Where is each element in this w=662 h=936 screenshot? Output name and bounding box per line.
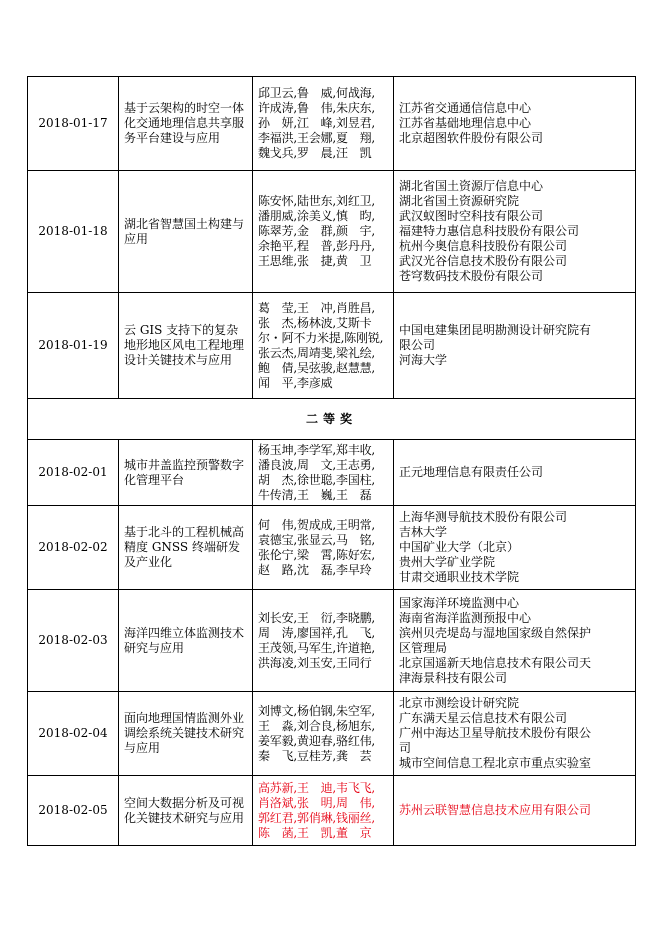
person-line: 刘长安,王 衍,李晓鹏,	[258, 610, 376, 625]
person-line: 尔・阿不力米提,陈刚锐,	[258, 330, 384, 345]
person-line: 邱卫云,鲁 威,何战海,	[258, 86, 376, 100]
person-line: 袁德宝,张显云,马 铭,	[258, 532, 376, 547]
person-line: 魏戈兵,罗 晨,汪 凯	[258, 146, 372, 160]
org-list	[394, 171, 636, 293]
person-line: 潘朋威,涂美义,慎 昀,	[258, 209, 376, 223]
people-list	[253, 692, 394, 776]
award-id: 2018-02-01	[28, 440, 119, 506]
table-row	[28, 692, 636, 776]
person-line: 洪海凌,刘玉安,王同行	[258, 655, 372, 670]
person-line: 鲍 倩,吴弦骏,赵慧慧,	[258, 360, 376, 375]
person-line: 杨玉坤,李学军,郑丰收,	[258, 442, 376, 457]
person-line: 张云杰,周靖斐,梁礼绘,	[258, 345, 376, 360]
project-title: 基于云架构的时空一体化交通地理信息共享服务平台建设与应用	[119, 77, 253, 171]
person-line: 高苏新,王 迪,韦飞飞,	[258, 780, 376, 795]
table-row	[28, 77, 636, 171]
person-line: 余艳平,程 普,彭丹丹,	[258, 239, 376, 253]
org-line: 广东满天星云信息技术有限公司	[399, 711, 568, 725]
org-list	[394, 440, 636, 506]
org-line: 北京国遥新天地信息技术有限公司天	[399, 655, 592, 670]
org-line: 上海华测导航技术股份有限公司	[399, 510, 568, 524]
award-id: 2018-02-05	[28, 776, 119, 846]
org-line: 中国矿业大学（北京）	[399, 540, 520, 554]
org-list	[394, 776, 636, 846]
org-line: 城市空间信息工程北京市重点实验室	[399, 756, 592, 770]
org-line: 苏州云联智慧信息技术应用有限公司	[399, 803, 592, 817]
people-list	[253, 440, 394, 506]
section-heading: 二等奖	[28, 399, 636, 440]
org-line: 湖北省国土资源厅信息中心	[399, 179, 544, 193]
people-list	[253, 590, 394, 692]
org-line: 北京超图软件股份有限公司	[399, 131, 544, 145]
person-line: 潘良波,周 文,王志勇,	[258, 457, 376, 472]
org-line: 福建特力惠信息科技股份有限公司	[399, 224, 580, 238]
org-line: 中国电建集团昆明勘测设计研究院有	[399, 323, 592, 337]
person-line: 许成涛,鲁 伟,朱庆东,	[258, 101, 376, 115]
org-line: 广州中海达卫星导航技术股份有限公	[399, 726, 592, 740]
org-line: 津海景科技有限公司	[399, 670, 508, 685]
person-line: 郭红君,郭俏琳,钱丽丝,	[258, 810, 376, 825]
people-list	[253, 776, 394, 846]
project-title: 城市井盖监控预警数字化管理平台	[119, 440, 253, 506]
org-line: 正元地理信息有限责任公司	[399, 465, 544, 479]
table-row	[28, 506, 636, 590]
people-list	[253, 506, 394, 590]
person-line: 王 淼,刘合良,杨旭东,	[258, 718, 376, 733]
person-line: 闻 平,李彦威	[258, 375, 333, 390]
org-line: 苍穹数码技术股份有限公司	[399, 269, 544, 283]
table-row	[28, 590, 636, 692]
awards-table	[27, 76, 636, 846]
org-line: 江苏省基础地理信息中心	[399, 116, 532, 130]
person-line: 何 伟,贺成成,王明常,	[258, 517, 376, 532]
org-line: 江苏省交通通信信息中心	[399, 101, 532, 115]
project-title: 海洋四维立体监测技术研究与应用	[119, 590, 253, 692]
table-row	[28, 776, 636, 846]
person-line: 葛 莹,王 冲,肖胜昌,	[258, 300, 376, 315]
award-id: 2018-01-19	[28, 293, 119, 399]
org-line: 湖北省国土资源研究院	[399, 194, 520, 208]
person-line: 赵 路,沈 磊,李早玲	[258, 562, 372, 577]
project-title: 面向地理国情监测外业调绘系统关键技术研究与应用	[119, 692, 253, 776]
org-list	[394, 77, 636, 171]
org-line: 武汉光谷信息技术股份有限公司	[399, 254, 568, 268]
org-list	[394, 506, 636, 590]
org-line: 吉林大学	[399, 525, 448, 539]
person-line: 王茂领,马军生,许道艳,	[258, 640, 376, 655]
project-title: 基于北斗的工程机械高精度 GNSS 终端研发及产业化	[119, 506, 253, 590]
person-line: 姜军毅,黄迎春,骆红伟,	[258, 733, 376, 748]
person-line: 张伦宁,梁 霄,陈好宏,	[258, 547, 376, 562]
table-row	[28, 171, 636, 293]
people-list	[253, 171, 394, 293]
table-row	[28, 440, 636, 506]
org-list	[394, 692, 636, 776]
person-line: 周 涛,廖国祥,孔 飞,	[258, 625, 376, 640]
person-line: 胡 杰,徐世聪,李国柱,	[258, 472, 376, 487]
org-line: 国家海洋环境监测中心	[399, 595, 520, 610]
award-id: 2018-02-04	[28, 692, 119, 776]
person-line: 肖洛斌,张 明,周 伟,	[258, 795, 376, 810]
person-line: 陈安怀,陆世东,刘红卫,	[258, 194, 376, 208]
org-line: 区管理局	[399, 640, 448, 655]
project-title: 湖北省智慧国土构建与应用	[119, 171, 253, 293]
org-line: 甘肃交通职业技术学院	[399, 570, 520, 584]
person-line: 陈翠芳,金 群,颜 宇,	[258, 224, 376, 238]
person-line: 牛传清,王 巍,王 磊	[258, 487, 372, 502]
table-row	[28, 293, 636, 399]
people-list	[253, 293, 394, 399]
person-line: 张 杰,杨林波,艾斯卡	[258, 315, 372, 330]
award-id: 2018-01-17	[28, 77, 119, 171]
org-line: 贵州大学矿业学院	[399, 555, 496, 569]
org-line: 武汉蚁图时空科技有限公司	[399, 209, 544, 223]
org-list	[394, 590, 636, 692]
person-line: 秦 飞,豆桂芳,龚 芸	[258, 748, 372, 763]
award-id: 2018-02-03	[28, 590, 119, 692]
person-line: 刘博文,杨伯钢,朱空军,	[258, 703, 376, 718]
org-line: 北京市测绘设计研究院	[399, 696, 520, 710]
section-row	[28, 399, 636, 440]
org-line: 海南省海洋监测预报中心	[399, 610, 532, 625]
person-line: 李福洪,王会娜,夏 翔,	[258, 131, 376, 145]
org-list	[394, 293, 636, 399]
project-title: 空间大数据分析及可视化关键技术研究与应用	[119, 776, 253, 846]
org-line: 河海大学	[399, 353, 448, 367]
person-line: 孙 妍,江 峰,刘昱君,	[258, 116, 376, 130]
award-id: 2018-01-18	[28, 171, 119, 293]
org-line: 滨州贝壳堤岛与湿地国家级自然保护	[399, 625, 592, 640]
people-list	[253, 77, 394, 171]
project-title: 云 GIS 支持下的复杂地形地区风电工程地理设计关键技术与应用	[119, 293, 253, 399]
person-line: 王思维,张 捷,黄 卫	[258, 254, 372, 268]
org-line: 限公司	[399, 338, 436, 352]
org-line: 杭州今奥信息科技股份有限公司	[399, 239, 568, 253]
org-line: 司	[399, 741, 412, 755]
award-id: 2018-02-02	[28, 506, 119, 590]
person-line: 陈 菡,王 凯,董 京	[258, 825, 372, 840]
